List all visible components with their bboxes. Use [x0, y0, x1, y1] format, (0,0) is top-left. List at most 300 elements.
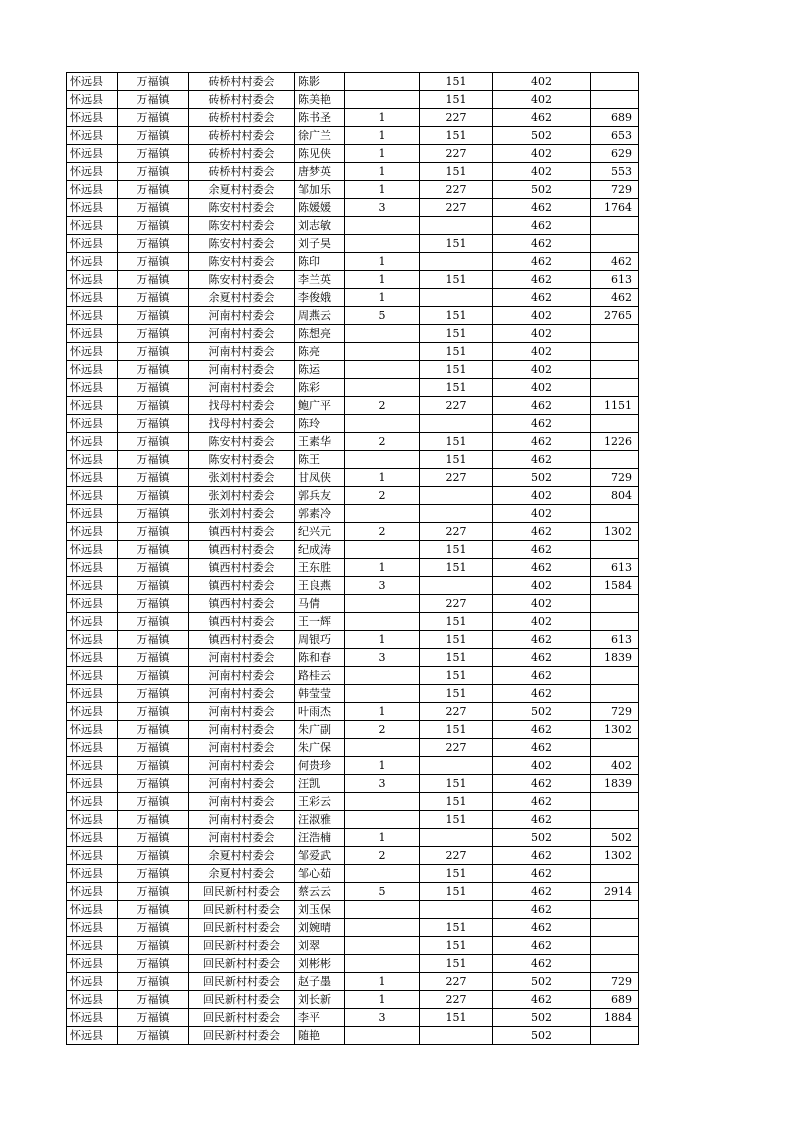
amount-b-cell: 402 — [493, 379, 591, 397]
table-row — [67, 739, 639, 757]
count-cell: 1 — [345, 631, 420, 649]
table-row — [67, 955, 639, 973]
table-row — [67, 325, 639, 343]
amount-a-cell: 151 — [420, 919, 493, 937]
name-cell: 王一辉 — [295, 613, 345, 631]
county-cell: 怀远县 — [67, 73, 118, 91]
amount-b-cell: 462 — [493, 739, 591, 757]
town-cell: 万福镇 — [118, 1027, 189, 1045]
amount-a-cell: 151 — [420, 685, 493, 703]
county-cell: 怀远县 — [67, 469, 118, 487]
amount-b-cell: 502 — [493, 1027, 591, 1045]
amount-b-cell: 462 — [493, 235, 591, 253]
town-cell: 万福镇 — [118, 667, 189, 685]
village-committee-cell: 砖桥村村委会 — [189, 127, 295, 145]
count-cell — [345, 235, 420, 253]
count-cell — [345, 343, 420, 361]
amount-b-cell: 462 — [493, 991, 591, 1009]
name-cell: 王东胜 — [295, 559, 345, 577]
count-cell: 1 — [345, 991, 420, 1009]
amount-a-cell: 227 — [420, 145, 493, 163]
amount-a-cell: 227 — [420, 199, 493, 217]
village-committee-cell: 回民新村村委会 — [189, 955, 295, 973]
total-cell: 653 — [591, 127, 639, 145]
count-cell: 3 — [345, 1009, 420, 1027]
amount-a-cell: 151 — [420, 721, 493, 739]
table-row — [67, 343, 639, 361]
count-cell: 1 — [345, 829, 420, 847]
table-row — [67, 505, 639, 523]
village-committee-cell: 河南村村委会 — [189, 793, 295, 811]
name-cell: 陈王 — [295, 451, 345, 469]
count-cell — [345, 613, 420, 631]
village-committee-cell: 镇西村村委会 — [189, 595, 295, 613]
table-row — [67, 649, 639, 667]
village-committee-cell: 河南村村委会 — [189, 325, 295, 343]
town-cell: 万福镇 — [118, 631, 189, 649]
amount-b-cell: 462 — [493, 523, 591, 541]
count-cell: 1 — [345, 163, 420, 181]
village-committee-cell: 回民新村村委会 — [189, 937, 295, 955]
town-cell: 万福镇 — [118, 577, 189, 595]
county-cell: 怀远县 — [67, 451, 118, 469]
town-cell: 万福镇 — [118, 73, 189, 91]
table-row — [67, 937, 639, 955]
total-cell — [591, 325, 639, 343]
name-cell: 邹心茹 — [295, 865, 345, 883]
village-committee-cell: 砖桥村村委会 — [189, 91, 295, 109]
total-cell: 729 — [591, 703, 639, 721]
table-row — [67, 577, 639, 595]
total-cell — [591, 451, 639, 469]
amount-b-cell: 402 — [493, 757, 591, 775]
town-cell: 万福镇 — [118, 307, 189, 325]
amount-a-cell: 151 — [420, 325, 493, 343]
name-cell: 纪成涛 — [295, 541, 345, 559]
count-cell — [345, 1027, 420, 1045]
village-committee-cell: 镇西村村委会 — [189, 523, 295, 541]
total-cell — [591, 91, 639, 109]
county-cell: 怀远县 — [67, 685, 118, 703]
amount-a-cell — [420, 289, 493, 307]
county-cell: 怀远县 — [67, 901, 118, 919]
count-cell: 3 — [345, 577, 420, 595]
village-committee-cell: 砖桥村村委会 — [189, 109, 295, 127]
village-committee-cell: 镇西村村委会 — [189, 559, 295, 577]
town-cell: 万福镇 — [118, 379, 189, 397]
name-cell: 路桂云 — [295, 667, 345, 685]
amount-a-cell: 151 — [420, 865, 493, 883]
table-row — [67, 433, 639, 451]
amount-b-cell: 462 — [493, 847, 591, 865]
name-cell: 随艳 — [295, 1027, 345, 1045]
table-row — [67, 487, 639, 505]
table-row — [67, 379, 639, 397]
county-cell: 怀远县 — [67, 217, 118, 235]
total-cell — [591, 685, 639, 703]
town-cell: 万福镇 — [118, 793, 189, 811]
county-cell: 怀远县 — [67, 271, 118, 289]
name-cell: 陈印 — [295, 253, 345, 271]
town-cell: 万福镇 — [118, 973, 189, 991]
village-committee-cell: 陈安村村委会 — [189, 235, 295, 253]
total-cell: 1764 — [591, 199, 639, 217]
county-cell: 怀远县 — [67, 577, 118, 595]
name-cell: 蔡云云 — [295, 883, 345, 901]
town-cell: 万福镇 — [118, 649, 189, 667]
county-cell: 怀远县 — [67, 523, 118, 541]
total-cell — [591, 541, 639, 559]
name-cell: 刘婉晴 — [295, 919, 345, 937]
total-cell: 1839 — [591, 649, 639, 667]
table-row — [67, 685, 639, 703]
table-row — [67, 919, 639, 937]
county-cell: 怀远县 — [67, 649, 118, 667]
county-cell: 怀远县 — [67, 1009, 118, 1027]
table-row — [67, 1027, 639, 1045]
village-committee-cell: 找母村村委会 — [189, 415, 295, 433]
table-row — [67, 199, 639, 217]
amount-a-cell: 151 — [420, 811, 493, 829]
amount-b-cell: 462 — [493, 793, 591, 811]
village-committee-cell: 镇西村村委会 — [189, 613, 295, 631]
amount-b-cell: 502 — [493, 1009, 591, 1027]
village-committee-cell: 回民新村村委会 — [189, 883, 295, 901]
table-body — [67, 73, 639, 1045]
village-committee-cell: 河南村村委会 — [189, 775, 295, 793]
total-cell: 613 — [591, 271, 639, 289]
name-cell: 何贵珍 — [295, 757, 345, 775]
village-committee-cell: 河南村村委会 — [189, 379, 295, 397]
town-cell: 万福镇 — [118, 91, 189, 109]
village-committee-cell: 砖桥村村委会 — [189, 73, 295, 91]
amount-a-cell: 227 — [420, 739, 493, 757]
total-cell: 1226 — [591, 433, 639, 451]
town-cell: 万福镇 — [118, 289, 189, 307]
table-row — [67, 991, 639, 1009]
town-cell: 万福镇 — [118, 541, 189, 559]
amount-b-cell: 462 — [493, 559, 591, 577]
village-committee-cell: 陈安村村委会 — [189, 253, 295, 271]
county-cell: 怀远县 — [67, 199, 118, 217]
count-cell: 2 — [345, 721, 420, 739]
count-cell — [345, 685, 420, 703]
amount-a-cell — [420, 487, 493, 505]
count-cell — [345, 901, 420, 919]
count-cell: 1 — [345, 109, 420, 127]
amount-a-cell: 151 — [420, 433, 493, 451]
county-cell: 怀远县 — [67, 721, 118, 739]
amount-b-cell: 402 — [493, 505, 591, 523]
village-committee-cell: 河南村村委会 — [189, 703, 295, 721]
table-row — [67, 361, 639, 379]
count-cell: 3 — [345, 649, 420, 667]
table-row — [67, 415, 639, 433]
town-cell: 万福镇 — [118, 757, 189, 775]
total-cell: 1884 — [591, 1009, 639, 1027]
amount-a-cell: 151 — [420, 883, 493, 901]
village-committee-cell: 陈安村村委会 — [189, 217, 295, 235]
county-cell: 怀远县 — [67, 793, 118, 811]
name-cell: 周银巧 — [295, 631, 345, 649]
village-committee-cell: 陈安村村委会 — [189, 199, 295, 217]
county-cell: 怀远县 — [67, 919, 118, 937]
count-cell: 1 — [345, 127, 420, 145]
amount-b-cell: 462 — [493, 865, 591, 883]
name-cell: 李兰英 — [295, 271, 345, 289]
county-cell: 怀远县 — [67, 415, 118, 433]
total-cell — [591, 235, 639, 253]
town-cell: 万福镇 — [118, 865, 189, 883]
name-cell: 纪兴元 — [295, 523, 345, 541]
table-row — [67, 217, 639, 235]
name-cell: 陈和春 — [295, 649, 345, 667]
county-cell: 怀远县 — [67, 937, 118, 955]
amount-a-cell: 227 — [420, 523, 493, 541]
total-cell — [591, 811, 639, 829]
amount-a-cell: 151 — [420, 937, 493, 955]
name-cell: 唐梦英 — [295, 163, 345, 181]
table-row — [67, 901, 639, 919]
table-row — [67, 667, 639, 685]
total-cell: 462 — [591, 253, 639, 271]
table-row — [67, 595, 639, 613]
amount-a-cell — [420, 757, 493, 775]
amount-b-cell: 462 — [493, 109, 591, 127]
amount-a-cell — [420, 415, 493, 433]
total-cell: 629 — [591, 145, 639, 163]
count-cell: 1 — [345, 289, 420, 307]
amount-b-cell: 502 — [493, 829, 591, 847]
town-cell: 万福镇 — [118, 505, 189, 523]
name-cell: 陈影 — [295, 73, 345, 91]
count-cell — [345, 415, 420, 433]
table-row — [67, 703, 639, 721]
village-committee-cell: 河南村村委会 — [189, 667, 295, 685]
total-cell: 462 — [591, 289, 639, 307]
amount-b-cell: 502 — [493, 469, 591, 487]
town-cell: 万福镇 — [118, 595, 189, 613]
village-committee-cell: 回民新村村委会 — [189, 1009, 295, 1027]
name-cell: 王彩云 — [295, 793, 345, 811]
village-committee-cell: 陈安村村委会 — [189, 271, 295, 289]
total-cell: 1302 — [591, 523, 639, 541]
town-cell: 万福镇 — [118, 991, 189, 1009]
amount-b-cell: 462 — [493, 775, 591, 793]
amount-b-cell: 462 — [493, 667, 591, 685]
table-row — [67, 1009, 639, 1027]
amount-a-cell: 227 — [420, 703, 493, 721]
total-cell: 2765 — [591, 307, 639, 325]
village-committee-cell: 河南村村委会 — [189, 343, 295, 361]
amount-a-cell: 151 — [420, 667, 493, 685]
county-cell: 怀远县 — [67, 775, 118, 793]
amount-a-cell: 151 — [420, 379, 493, 397]
total-cell — [591, 361, 639, 379]
amount-b-cell: 462 — [493, 919, 591, 937]
count-cell: 2 — [345, 523, 420, 541]
amount-b-cell: 462 — [493, 433, 591, 451]
table-row — [67, 541, 639, 559]
table-row — [67, 523, 639, 541]
town-cell: 万福镇 — [118, 721, 189, 739]
total-cell: 689 — [591, 991, 639, 1009]
county-cell: 怀远县 — [67, 559, 118, 577]
amount-a-cell: 227 — [420, 595, 493, 613]
table-row — [67, 397, 639, 415]
amount-b-cell: 402 — [493, 613, 591, 631]
table-row — [67, 271, 639, 289]
county-cell: 怀远县 — [67, 91, 118, 109]
town-cell: 万福镇 — [118, 199, 189, 217]
name-cell: 邹加乐 — [295, 181, 345, 199]
name-cell: 王素华 — [295, 433, 345, 451]
name-cell: 甘凤侠 — [295, 469, 345, 487]
amount-a-cell: 227 — [420, 847, 493, 865]
count-cell: 2 — [345, 433, 420, 451]
town-cell: 万福镇 — [118, 397, 189, 415]
count-cell: 2 — [345, 487, 420, 505]
amount-a-cell — [420, 505, 493, 523]
name-cell: 鲍广平 — [295, 397, 345, 415]
county-cell: 怀远县 — [67, 127, 118, 145]
count-cell — [345, 541, 420, 559]
village-committee-cell: 镇西村村委会 — [189, 541, 295, 559]
village-committee-cell: 回民新村村委会 — [189, 991, 295, 1009]
town-cell: 万福镇 — [118, 739, 189, 757]
count-cell — [345, 937, 420, 955]
name-cell: 叶雨杰 — [295, 703, 345, 721]
county-cell: 怀远县 — [67, 955, 118, 973]
count-cell: 1 — [345, 973, 420, 991]
amount-a-cell — [420, 901, 493, 919]
town-cell: 万福镇 — [118, 523, 189, 541]
amount-b-cell: 402 — [493, 487, 591, 505]
total-cell: 729 — [591, 469, 639, 487]
count-cell — [345, 865, 420, 883]
village-committee-cell: 河南村村委会 — [189, 307, 295, 325]
total-cell — [591, 793, 639, 811]
table-row — [67, 469, 639, 487]
count-cell — [345, 73, 420, 91]
amount-b-cell: 462 — [493, 271, 591, 289]
amount-b-cell: 462 — [493, 451, 591, 469]
amount-b-cell: 462 — [493, 811, 591, 829]
name-cell: 刘子昊 — [295, 235, 345, 253]
name-cell: 马倩 — [295, 595, 345, 613]
amount-b-cell: 462 — [493, 937, 591, 955]
count-cell: 3 — [345, 199, 420, 217]
amount-a-cell: 151 — [420, 307, 493, 325]
amount-b-cell: 402 — [493, 307, 591, 325]
village-committee-cell: 河南村村委会 — [189, 649, 295, 667]
amount-b-cell: 462 — [493, 253, 591, 271]
county-cell: 怀远县 — [67, 181, 118, 199]
count-cell — [345, 379, 420, 397]
name-cell: 陈亮 — [295, 343, 345, 361]
amount-a-cell: 227 — [420, 181, 493, 199]
town-cell: 万福镇 — [118, 937, 189, 955]
village-committee-cell: 河南村村委会 — [189, 361, 295, 379]
village-committee-cell: 镇西村村委会 — [189, 577, 295, 595]
town-cell: 万福镇 — [118, 703, 189, 721]
count-cell — [345, 667, 420, 685]
count-cell: 1 — [345, 703, 420, 721]
count-cell: 1 — [345, 253, 420, 271]
name-cell: 汪淑雅 — [295, 811, 345, 829]
name-cell: 郭素冷 — [295, 505, 345, 523]
total-cell: 2914 — [591, 883, 639, 901]
amount-b-cell: 462 — [493, 289, 591, 307]
count-cell: 1 — [345, 559, 420, 577]
town-cell: 万福镇 — [118, 325, 189, 343]
amount-b-cell: 502 — [493, 127, 591, 145]
town-cell: 万福镇 — [118, 1009, 189, 1027]
amount-b-cell: 402 — [493, 595, 591, 613]
amount-a-cell: 151 — [420, 73, 493, 91]
village-committee-cell: 砖桥村村委会 — [189, 145, 295, 163]
name-cell: 王良燕 — [295, 577, 345, 595]
county-cell: 怀远县 — [67, 613, 118, 631]
total-cell — [591, 739, 639, 757]
count-cell: 1 — [345, 757, 420, 775]
table-row — [67, 307, 639, 325]
total-cell: 1584 — [591, 577, 639, 595]
county-cell: 怀远县 — [67, 145, 118, 163]
town-cell: 万福镇 — [118, 811, 189, 829]
amount-b-cell: 402 — [493, 343, 591, 361]
table-row — [67, 253, 639, 271]
amount-a-cell: 151 — [420, 613, 493, 631]
county-cell: 怀远县 — [67, 163, 118, 181]
amount-a-cell — [420, 1027, 493, 1045]
amount-a-cell: 151 — [420, 451, 493, 469]
count-cell — [345, 325, 420, 343]
count-cell: 5 — [345, 883, 420, 901]
county-cell: 怀远县 — [67, 307, 118, 325]
amount-a-cell: 151 — [420, 127, 493, 145]
name-cell: 韩莹莹 — [295, 685, 345, 703]
county-cell: 怀远县 — [67, 631, 118, 649]
amount-a-cell: 227 — [420, 973, 493, 991]
village-committee-cell: 余夏村村委会 — [189, 289, 295, 307]
table-row — [67, 865, 639, 883]
count-cell — [345, 361, 420, 379]
total-cell: 1839 — [591, 775, 639, 793]
village-committee-cell: 张刘村村委会 — [189, 505, 295, 523]
town-cell: 万福镇 — [118, 883, 189, 901]
town-cell: 万福镇 — [118, 415, 189, 433]
amount-a-cell: 151 — [420, 361, 493, 379]
village-committee-cell: 回民新村村委会 — [189, 1027, 295, 1045]
county-cell: 怀远县 — [67, 379, 118, 397]
total-cell: 553 — [591, 163, 639, 181]
total-cell — [591, 865, 639, 883]
count-cell — [345, 595, 420, 613]
county-cell: 怀远县 — [67, 829, 118, 847]
village-committee-cell: 张刘村村委会 — [189, 469, 295, 487]
total-cell: 1302 — [591, 721, 639, 739]
amount-b-cell: 402 — [493, 73, 591, 91]
count-cell — [345, 91, 420, 109]
total-cell: 1302 — [591, 847, 639, 865]
table-row — [67, 631, 639, 649]
total-cell: 729 — [591, 973, 639, 991]
county-cell: 怀远县 — [67, 487, 118, 505]
village-committee-cell: 河南村村委会 — [189, 739, 295, 757]
table-row — [67, 613, 639, 631]
table-row — [67, 811, 639, 829]
